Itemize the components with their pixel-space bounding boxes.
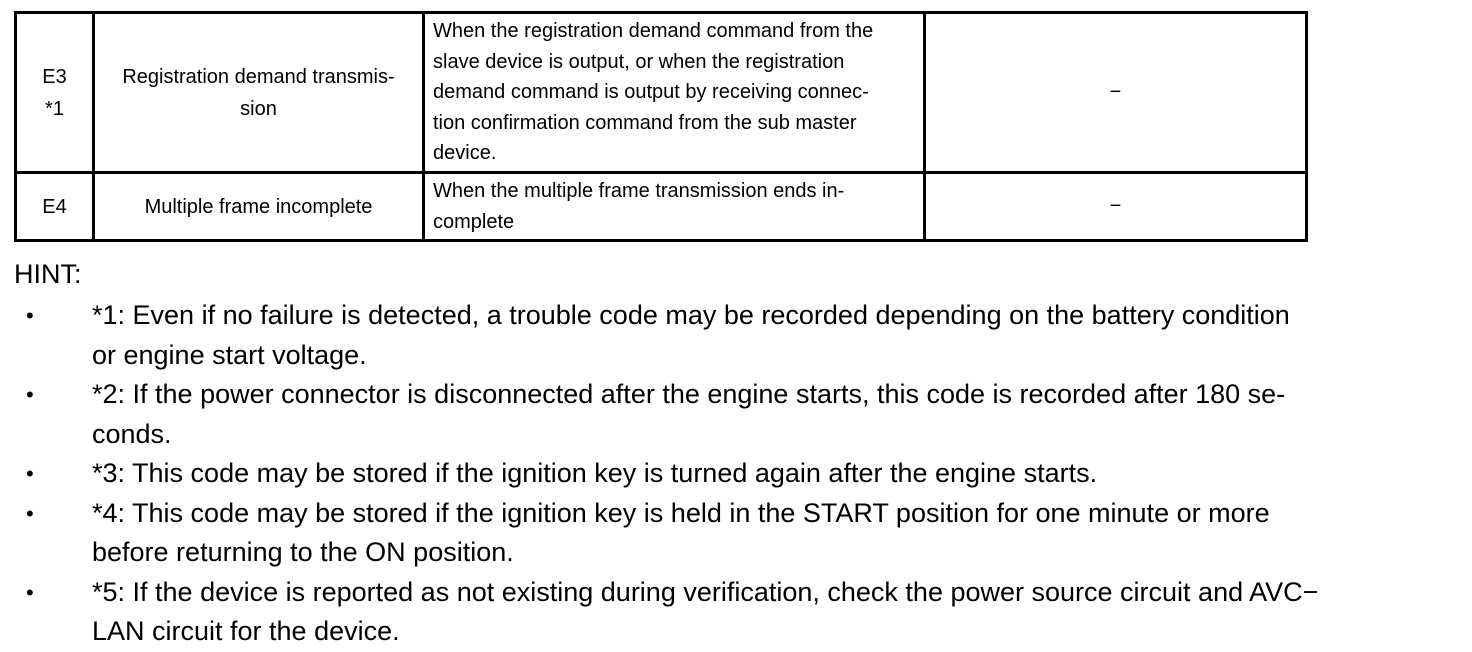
hint-line: *5: If the device is reported as not existing during verification, check the power source circuit and AVC− [92,576,1319,607]
detection-item-line: Registration demand transmis- [122,65,395,88]
table-row [16,13,1307,173]
bullet-icon: • [26,500,34,526]
hint-line: LAN circuit for the device. [92,616,400,646]
condition-line: tion confirmation command from the sub master [433,111,857,134]
dtc-code: E3 [42,65,67,88]
hint-line: or engine start voltage. [92,339,367,370]
note-cell [925,13,1307,173]
note-dash: − [1109,195,1122,217]
bullet-icon: • [26,382,34,407]
table-row [16,173,1307,241]
bullet-icon: • [26,579,34,605]
condition-line: demand command is output by receiving connec- [433,81,869,104]
condition-line: When the registration demand command from the [433,20,874,43]
hint-title: HINT: [14,259,82,289]
hint-list [0,296,1460,652]
hint-item [0,454,1460,494]
hint-line: *2: If the power connector is disconnected after the engine starts, this code is recorded after 180 se- [92,379,1286,409]
detection-item-line: Multiple frame incomplete [144,195,373,218]
condition-line: device. [433,142,497,165]
hint-item [0,573,1460,652]
dtc-table [14,11,1308,242]
hint-line: before returning to the ON position. [92,537,514,567]
hint-line: *4: This code may be stored if the ignition key is held in the START position for one minute or more [92,497,1270,528]
condition-line: slave device is output, or when the registration [433,50,845,73]
hint-line: conds. [92,418,172,449]
note-dash: − [1109,81,1122,103]
bullet-icon: • [26,303,34,328]
detection-item-cell [94,173,424,241]
condition-cell [424,173,925,241]
hint-item [0,296,1460,375]
note-cell [925,173,1307,241]
hint-line: *3: This code may be stored if the ignition key is turned again after the engine starts. [92,458,1098,488]
hint-item [0,375,1460,454]
hint-item [0,494,1460,573]
hint-line: *1: Even if no failure is detected, a trouble code may be recorded depending on the battery condition [92,300,1290,330]
detection-item-line: sion [240,97,277,120]
dtc-code-note: *1 [45,97,64,120]
dtc-code-cell [16,13,94,173]
condition-line: When the multiple frame transmission ends in- [433,180,845,202]
dtc-code-cell [16,173,94,241]
condition-cell [424,13,925,173]
condition-line: complete [433,210,515,233]
detection-item-cell [94,13,424,173]
dtc-code: E4 [42,195,67,218]
bullet-icon: • [26,461,34,486]
